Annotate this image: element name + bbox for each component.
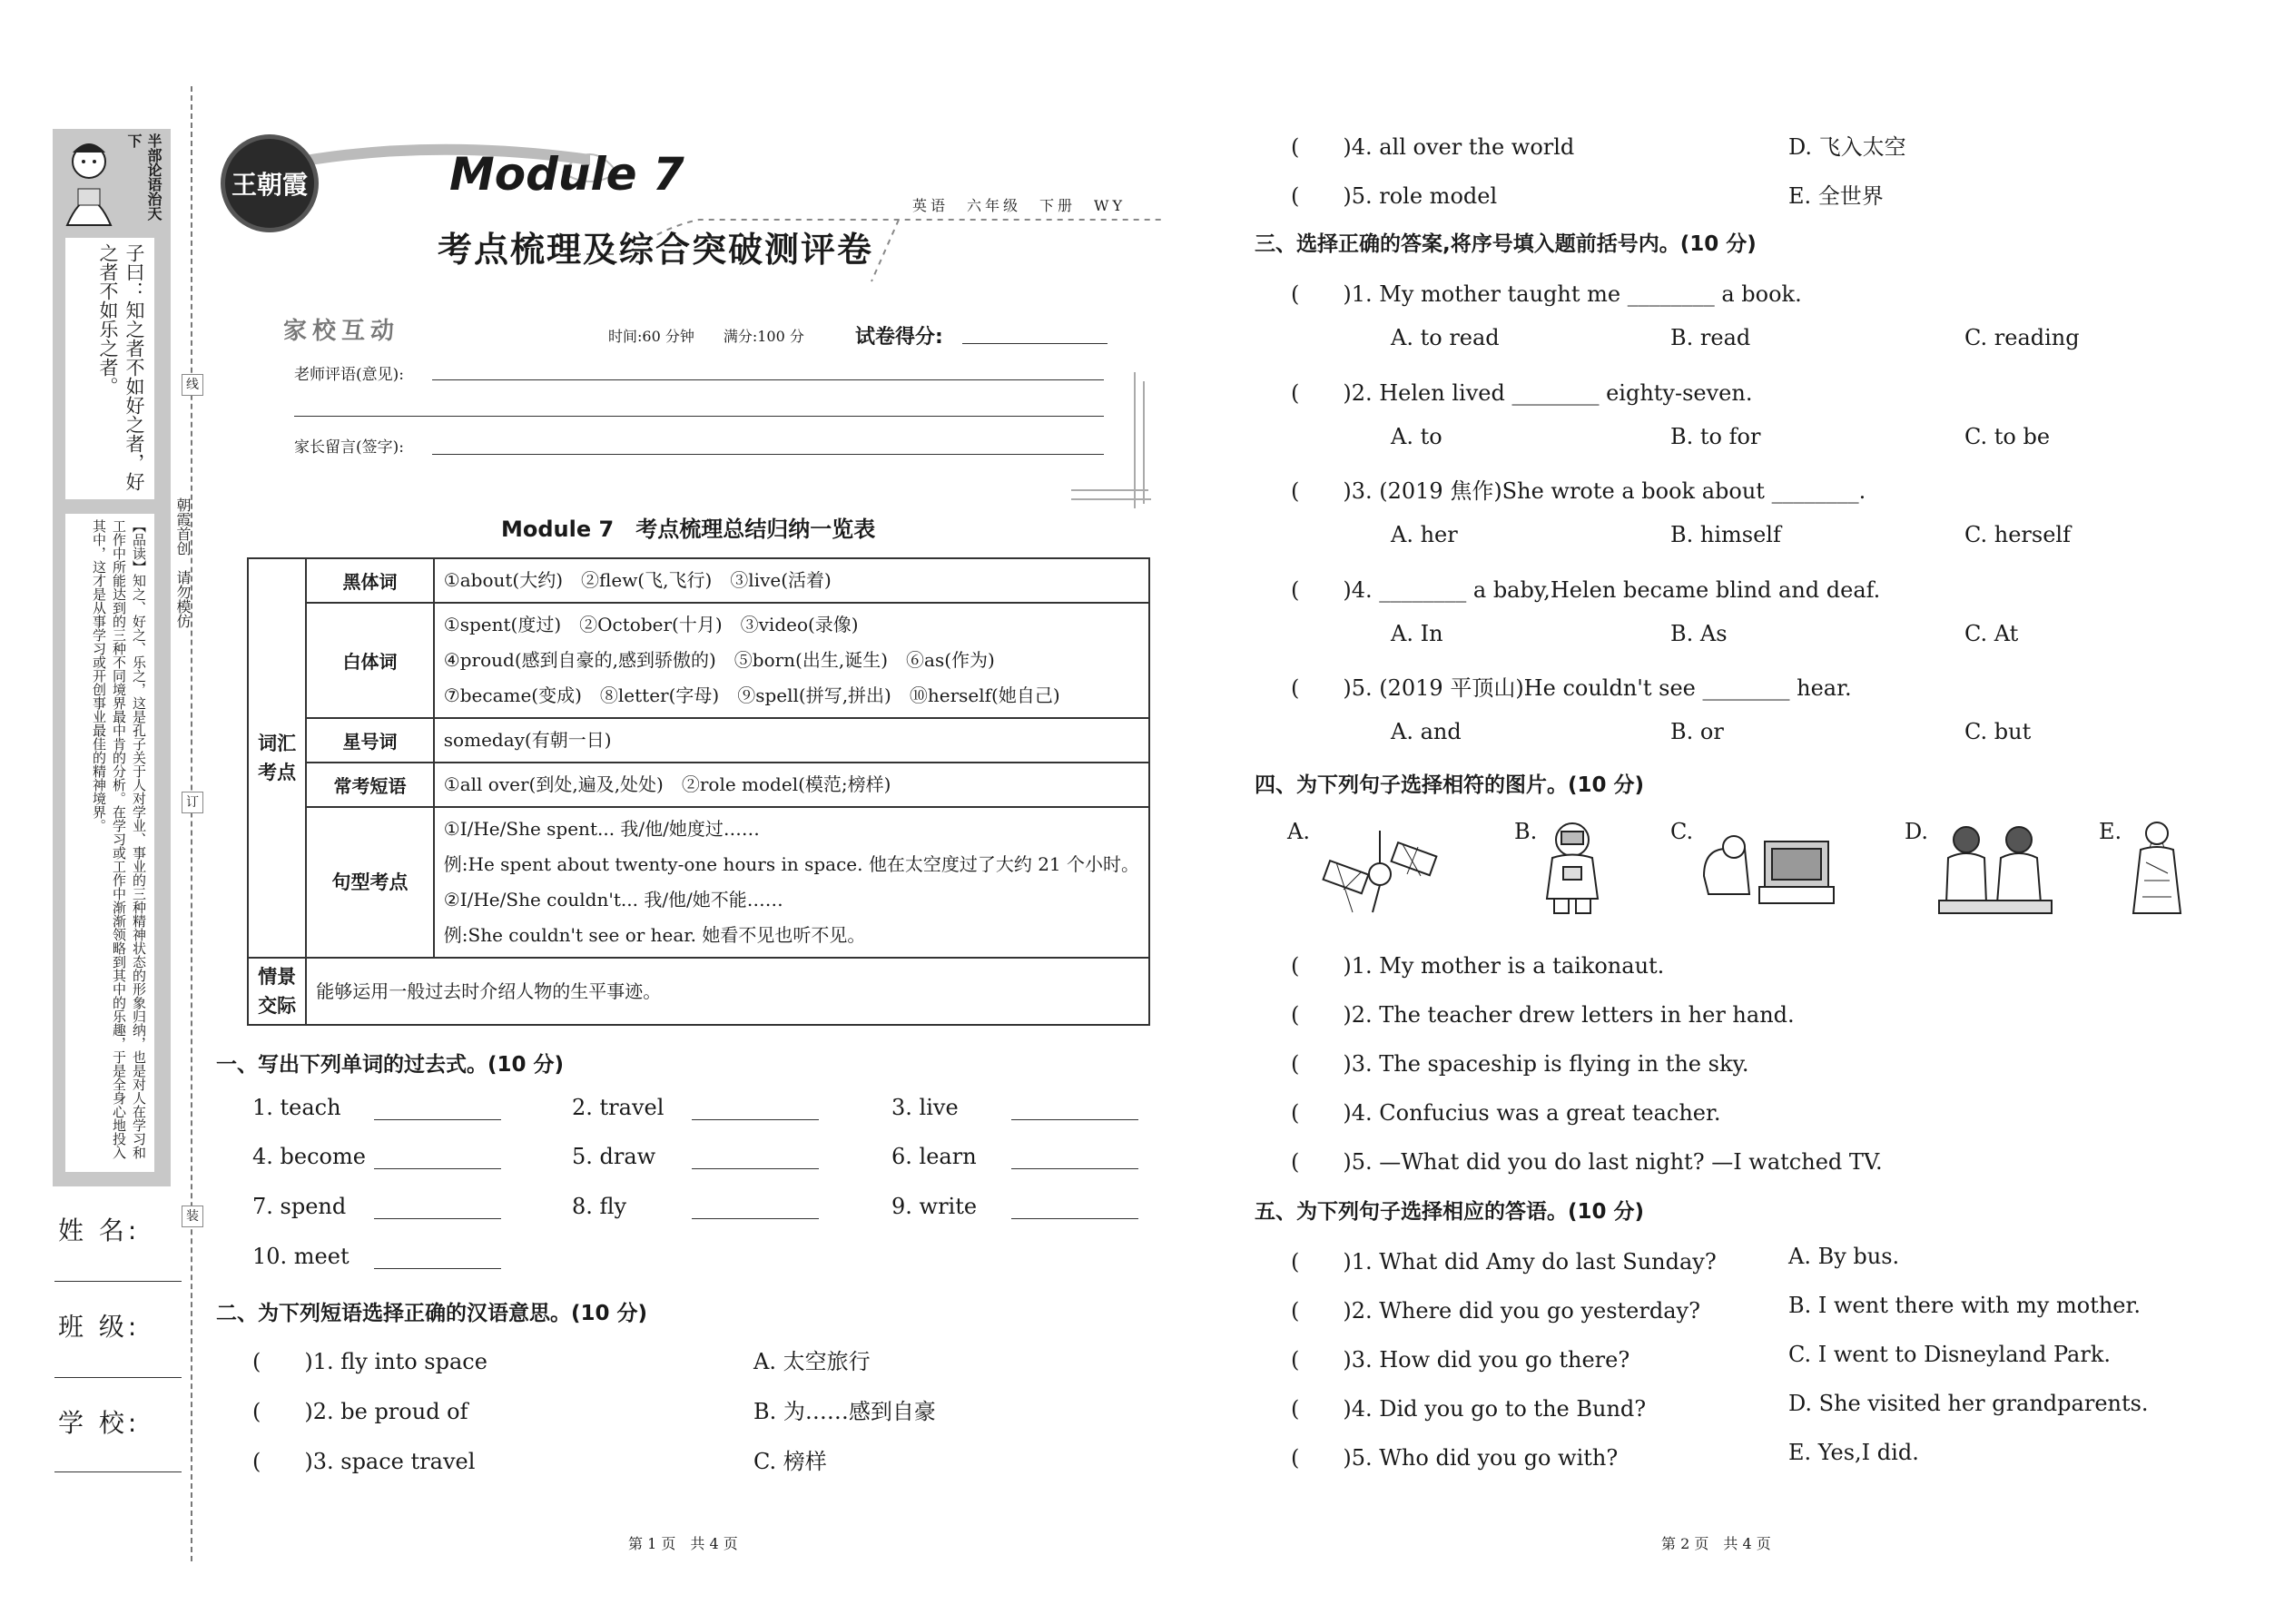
- section4-title: 四、为下列句子选择相符的图片。(10 分): [1255, 773, 1645, 797]
- confucius-illustration: [56, 134, 122, 230]
- q2-option-c: C. to be: [1964, 424, 2051, 449]
- choice-question-3[interactable]: ( )3. (2019 焦作)She wrote a book about ________.: [1291, 478, 1866, 504]
- white-words-row-3: ⑦became(变成) ⑧letter(字母) ⑨spell(拼写,拼出) ⑩herself(她自己): [443, 684, 1060, 706]
- answer-blank-7[interactable]: [374, 1217, 501, 1219]
- page-number-1: 第 1 页 共 4 页: [628, 1535, 738, 1552]
- phrase-option-e: E. 全世界: [1788, 183, 1884, 209]
- satellite-picture: [1316, 822, 1443, 921]
- choice-question-1[interactable]: ( )1. My mother taught me ________ a book.: [1291, 281, 1802, 307]
- scene-text: 能够运用一般过去时介绍人物的生平事迹。: [306, 958, 1149, 1025]
- picture-label-b: B.: [1514, 819, 1538, 844]
- bold-words: ①about(大约) ②flew(飞,飞行) ③live(活着): [434, 558, 1149, 603]
- sentence-category: 句型考点: [306, 807, 434, 958]
- school-label: 学 校:: [58, 1408, 141, 1438]
- answer-blank-8[interactable]: [692, 1217, 819, 1219]
- score-field[interactable]: [962, 343, 1108, 344]
- word-item-7: 7. spend: [252, 1194, 347, 1219]
- answer-blank-10[interactable]: [374, 1267, 501, 1269]
- choice-question-5[interactable]: ( )5. (2019 平顶山)He couldn't see ________ hear.: [1291, 675, 1852, 701]
- word-item-9: 9. write: [891, 1194, 978, 1219]
- phrases-label: 常考短语: [306, 763, 434, 807]
- phrase-item-1[interactable]: ( )1. fly into space: [252, 1349, 487, 1374]
- white-words-row-1: ①spent(度过) ②October(十月) ③video(录像): [443, 614, 859, 635]
- picture-label-d: D.: [1905, 819, 1929, 844]
- copyright-note: 朝霞首创 请勿模仿: [174, 497, 192, 628]
- name-field[interactable]: [54, 1280, 182, 1282]
- picture-question-1[interactable]: ( )1. My mother is a taikonaut.: [1291, 953, 1665, 979]
- q5-option-b: B. or: [1670, 719, 1724, 744]
- dialog-answer-b: B. I went there with my mother.: [1788, 1293, 2141, 1318]
- name-label: 姓 名:: [58, 1216, 141, 1245]
- binding-tag-xian: 线: [182, 374, 203, 396]
- answer-blank-2[interactable]: [692, 1118, 819, 1120]
- school-field[interactable]: [54, 1471, 182, 1472]
- sentence-example-1: 例:He spent about twenty-one hours in space. 他在太空度过了大约 21 个小时。: [443, 853, 1139, 875]
- class-field[interactable]: [54, 1376, 182, 1378]
- q4-option-c: C. At: [1964, 621, 2019, 646]
- header-frame-lines: [1071, 372, 1153, 517]
- phrase-item-4[interactable]: ( )4. all over the world: [1291, 134, 1575, 160]
- taikonaut-picture: [1527, 817, 1618, 917]
- q4-option-a: A. In: [1391, 621, 1443, 646]
- binding-tag-zhuang: 装: [182, 1206, 203, 1227]
- answer-blank-9[interactable]: [1011, 1217, 1138, 1219]
- section2-title: 二、为下列短语选择正确的汉语意思。(10 分): [216, 1302, 648, 1325]
- choice-question-4[interactable]: ( )4. ________ a baby,Helen became blind and deaf.: [1291, 577, 1881, 603]
- word-item-5: 5. draw: [572, 1144, 656, 1169]
- teacher-comment-label: 老师评语(意见):: [294, 366, 404, 384]
- binding-line: [191, 86, 192, 1561]
- scene-category: 情景交际: [248, 958, 306, 1025]
- home-school-label: 家校互动: [283, 318, 400, 345]
- watching-tv-picture: [1699, 822, 1836, 921]
- page-number-2: 第 2 页 共 4 页: [1661, 1535, 1771, 1552]
- white-words-label: 白体词: [306, 603, 434, 718]
- answer-blank-1[interactable]: [374, 1118, 501, 1120]
- subject-info: 英语 六年级 下册 WY: [912, 197, 1127, 214]
- phrases: ①all over(到处,遍及,处处) ②role model(模范;榜样): [434, 763, 1149, 807]
- phrase-item-5[interactable]: ( )5. role model: [1291, 183, 1498, 209]
- answer-blank-6[interactable]: [1011, 1167, 1138, 1169]
- binding-tag-ding: 订: [182, 792, 203, 813]
- q3-option-c: C. herself: [1964, 522, 2071, 547]
- summary-table: [247, 557, 1150, 1026]
- word-item-6: 6. learn: [891, 1144, 977, 1169]
- sentence-patterns: [434, 807, 1149, 958]
- picture-question-3[interactable]: ( )3. The spaceship is flying in the sky.: [1291, 1051, 1749, 1077]
- q2-option-a: A. to: [1391, 424, 1442, 449]
- picture-question-5[interactable]: ( )5. —What did you do last night? —I watched TV.: [1291, 1149, 1883, 1175]
- phrase-option-b: B. 为……感到自豪: [753, 1399, 936, 1424]
- q1-option-a: A. to read: [1391, 325, 1500, 350]
- dialog-question-4[interactable]: ( )4. Did you go to the Bund?: [1291, 1396, 1647, 1422]
- answer-blank-5[interactable]: [692, 1167, 819, 1169]
- word-item-1: 1. teach: [252, 1095, 341, 1120]
- dialog-answer-a: A. By bus.: [1788, 1244, 1900, 1269]
- dialog-answer-d: D. She visited her grandparents.: [1788, 1391, 2149, 1416]
- dialog-answer-e: E. Yes,I did.: [1788, 1440, 1919, 1465]
- brand-logo: 王朝霞: [221, 134, 319, 232]
- phrase-option-c: C. 榜样: [753, 1449, 827, 1474]
- exam-time-info: 时间:60 分钟 满分:100 分: [608, 328, 804, 345]
- summary-title: Module 7 考点梳理总结归纳一览表: [501, 517, 876, 542]
- q5-option-a: A. and: [1391, 719, 1462, 744]
- phrase-item-3[interactable]: ( )3. space travel: [252, 1449, 476, 1474]
- q5-option-c: C. but: [1964, 719, 2032, 744]
- score-label: 试卷得分:: [855, 326, 943, 349]
- phrase-option-d: D. 飞入太空: [1788, 134, 1906, 160]
- teacher-comment-line2[interactable]: [294, 416, 1104, 417]
- dialog-answer-c: C. I went to Disneyland Park.: [1788, 1342, 2111, 1367]
- sidebar-motto: 半部论语治天下: [125, 133, 162, 221]
- q3-option-b: B. himself: [1670, 522, 1781, 547]
- answer-blank-3[interactable]: [1011, 1118, 1138, 1120]
- page-title: 考点梳理及综合突破测评卷: [438, 229, 874, 270]
- teacher-comment-field[interactable]: [432, 379, 1104, 380]
- vocab-category: 词汇考点: [248, 558, 306, 958]
- picture-label-a: A.: [1287, 819, 1310, 844]
- dialog-question-2[interactable]: ( )2. Where did you go yesterday?: [1291, 1298, 1700, 1324]
- confucius-picture: [2121, 817, 2193, 917]
- dialog-question-3[interactable]: ( )3. How did you go there?: [1291, 1347, 1630, 1373]
- picture-question-2[interactable]: ( )2. The teacher drew letters in her hand.: [1291, 1002, 1795, 1028]
- sentence-pattern-2: ②I/He/She couldn't... 我/他/她不能……: [443, 889, 783, 910]
- word-item-4: 4. become: [252, 1144, 366, 1169]
- dialog-question-1[interactable]: ( )1. What did Amy do last Sunday?: [1291, 1249, 1717, 1275]
- sentence-pattern-1: ①I/He/She spent... 我/他/她度过……: [443, 818, 760, 840]
- white-words-row-2: ④proud(感到自豪的,感到骄傲的) ⑤born(出生,诞生) ⑥as(作为): [443, 649, 995, 671]
- parent-comment-field[interactable]: [432, 454, 1104, 455]
- q1-option-b: B. read: [1670, 325, 1751, 350]
- section1-title: 一、写出下列单词的过去式。(10 分): [216, 1053, 565, 1077]
- picture-label-e: E.: [2099, 819, 2122, 844]
- sidebar-quote: 子曰：知之者不如好之者，好之者不如乐之者。: [65, 238, 154, 499]
- sidebar-comment: 【品读】知之、好之、乐之，这是孔子关于人对学业、事业的三种精神状态的形象归纳，也是对人在学习和工作中所能达到的三种不同境界最中肯的分析。在学习或工作中渐渐领略到其中的乐趣，于是全身心地投入其中，这才是从事学习或开创事业最佳的精神境界。: [65, 514, 154, 1172]
- word-item-3: 3. live: [891, 1095, 959, 1120]
- sentence-example-2: 例:She couldn't see or hear. 她看不见也听不见。: [443, 924, 866, 946]
- word-item-10: 10. meet: [252, 1244, 350, 1269]
- q2-option-b: B. to for: [1670, 424, 1761, 449]
- phrase-option-a: A. 太空旅行: [753, 1349, 871, 1374]
- picture-question-4[interactable]: ( )4. Confucius was a great teacher.: [1291, 1100, 1721, 1126]
- star-words: someday(有朝一日): [434, 718, 1149, 763]
- bold-words-label: 黑体词: [306, 558, 434, 603]
- word-item-2: 2. travel: [572, 1095, 665, 1120]
- teacher-student-picture: [1930, 817, 2057, 917]
- parent-comment-label: 家长留言(签字):: [294, 438, 404, 457]
- q3-option-a: A. her: [1391, 522, 1458, 547]
- dialog-question-5[interactable]: ( )5. Who did you go with?: [1291, 1445, 1619, 1471]
- q4-option-b: B. As: [1670, 621, 1728, 646]
- star-words-label: 星号词: [306, 718, 434, 763]
- module-title: Module 7: [449, 148, 684, 201]
- section5-title: 五、为下列句子选择相应的答语。(10 分): [1255, 1200, 1645, 1224]
- section3-title: 三、选择正确的答案,将序号填入题前括号内。(10 分): [1255, 232, 1757, 256]
- choice-question-2[interactable]: ( )2. Helen lived ________ eighty-seven.: [1291, 380, 1753, 406]
- class-label: 班 级:: [58, 1312, 141, 1342]
- answer-blank-4[interactable]: [374, 1167, 501, 1169]
- word-item-8: 8. fly: [572, 1194, 627, 1219]
- q1-option-c: C. reading: [1964, 325, 2080, 350]
- phrase-item-2[interactable]: ( )2. be proud of: [252, 1399, 468, 1424]
- picture-label-c: C.: [1670, 819, 1694, 844]
- white-words: [434, 603, 1149, 718]
